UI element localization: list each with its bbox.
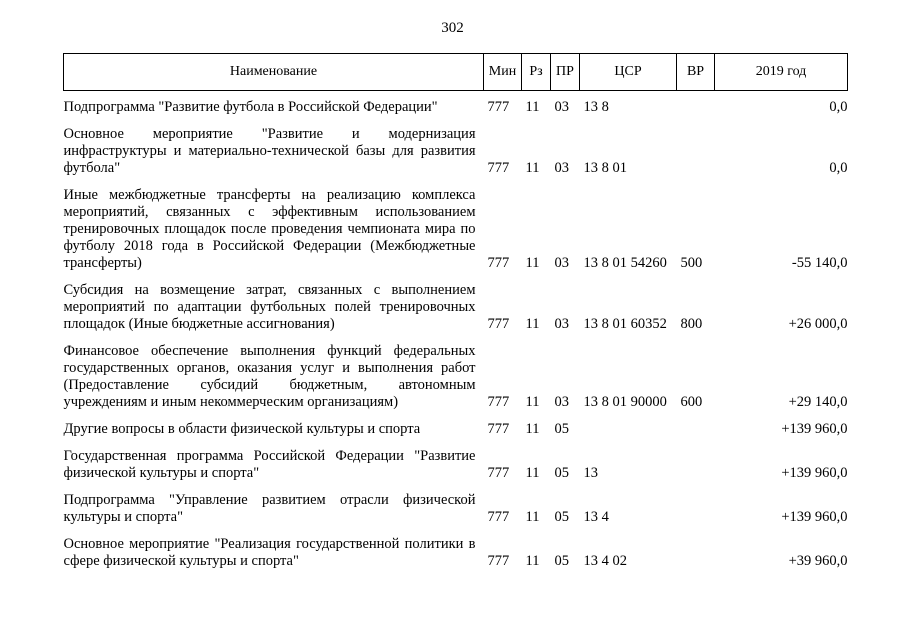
cell-csr: 13 8 01 60352 xyxy=(583,316,667,332)
cell-vr: 600 xyxy=(680,394,703,410)
cell-rz: 11 xyxy=(525,394,540,410)
cell-name: Субсидия на возмещение затрат, связанных с выполнением мероприятий по адаптации футбольных полей тренировочных площадок (Иные бюджетные ассигнования) xyxy=(63,282,476,332)
cell-rz: 11 xyxy=(525,255,540,271)
cell-vr xyxy=(677,482,715,526)
cell-csr: 13 4 xyxy=(583,509,609,525)
table-row xyxy=(64,411,848,438)
table-row xyxy=(64,116,848,177)
column-header-pr: ПР xyxy=(551,54,580,91)
cell-rz: 11 xyxy=(525,509,540,525)
cell-csr: 13 8 01 xyxy=(583,160,627,176)
table-row xyxy=(64,91,848,117)
cell-vr: 500 xyxy=(680,255,703,271)
cell-amount: +139 960,0 xyxy=(781,421,848,437)
column-header-rz: Рз xyxy=(522,54,551,91)
table-row xyxy=(64,438,848,482)
cell-name: Другие вопросы в области физической культуры и спорта xyxy=(63,421,421,437)
cell-rz: 11 xyxy=(525,421,540,437)
cell-csr xyxy=(580,411,677,438)
cell-vr xyxy=(677,438,715,482)
table-row xyxy=(64,526,848,570)
cell-min: 777 xyxy=(487,421,510,437)
cell-rz: 11 xyxy=(525,316,540,332)
cell-name: Подпрограмма "Управление развитием отрасли физической культуры и спорта" xyxy=(63,492,476,525)
cell-csr: 13 xyxy=(583,465,598,481)
cell-vr xyxy=(677,411,715,438)
cell-amount: +39 960,0 xyxy=(788,553,848,569)
cell-vr: 800 xyxy=(680,316,703,332)
cell-vr xyxy=(677,526,715,570)
cell-rz: 11 xyxy=(525,465,540,481)
cell-min: 777 xyxy=(487,509,510,525)
cell-name: Государственная программа Российской Федерации "Развитие физической культуры и спорта" xyxy=(63,448,476,481)
cell-pr: 05 xyxy=(554,509,569,525)
cell-min: 777 xyxy=(487,316,510,332)
cell-name: Иные межбюджетные трансферты на реализацию комплекса мероприятий, связанных с эффективным использованием тренировочных площадок после проведения чемпионата мира по футболу 2018 года в Российской Федерации (Межбюджетные трансферты) xyxy=(63,187,476,271)
column-header-name: Наименование xyxy=(64,54,484,91)
column-header-year: 2019 год xyxy=(715,54,848,91)
cell-pr: 03 xyxy=(554,160,569,176)
cell-csr: 13 4 02 xyxy=(583,553,627,569)
cell-name: Подпрограмма "Развитие футбола в Российской Федерации" xyxy=(63,99,438,115)
cell-csr: 13 8 01 54260 xyxy=(583,255,667,271)
cell-csr: 13 8 01 90000 xyxy=(583,394,667,410)
table-row xyxy=(64,177,848,272)
cell-pr: 03 xyxy=(554,394,569,410)
cell-min: 777 xyxy=(487,255,510,271)
cell-rz: 11 xyxy=(525,553,540,569)
cell-amount: +29 140,0 xyxy=(788,394,848,410)
cell-amount: +139 960,0 xyxy=(781,509,848,525)
cell-pr: 05 xyxy=(554,553,569,569)
cell-amount: -55 140,0 xyxy=(791,255,848,271)
table-row xyxy=(64,482,848,526)
cell-name: Основное мероприятие "Реализация государственной политики в сфере физической культуры и спорта" xyxy=(63,536,476,569)
cell-vr xyxy=(677,91,715,117)
cell-amount: +139 960,0 xyxy=(781,465,848,481)
cell-pr: 03 xyxy=(554,99,569,115)
cell-rz: 11 xyxy=(525,99,540,115)
cell-min: 777 xyxy=(487,465,510,481)
column-header-vr: ВР xyxy=(677,54,715,91)
cell-pr: 03 xyxy=(554,316,569,332)
column-header-csr: ЦСР xyxy=(580,54,677,91)
cell-min: 777 xyxy=(487,99,510,115)
cell-amount: 0,0 xyxy=(829,99,848,115)
cell-min: 777 xyxy=(487,394,510,410)
cell-pr: 05 xyxy=(554,465,569,481)
table-row xyxy=(64,333,848,411)
column-header-min: Мин xyxy=(484,54,522,91)
cell-name: Финансовое обеспечение выполнения функций федеральных государственных органов, оказания услуг и выполнения работ (Предоставление субсидий бюджетным, автономным учреждениям и иным некоммерческим организациям) xyxy=(63,343,476,410)
table-row xyxy=(64,272,848,333)
cell-rz: 11 xyxy=(525,160,540,176)
page-number: 302 xyxy=(441,20,464,36)
cell-min: 777 xyxy=(487,553,510,569)
budget-table xyxy=(63,53,848,570)
cell-pr: 05 xyxy=(554,421,569,437)
cell-amount: +26 000,0 xyxy=(788,316,848,332)
cell-vr xyxy=(677,116,715,177)
cell-name: Основное мероприятие "Развитие и модернизация инфраструктуры и материально-технической базы для развития футбола" xyxy=(63,126,476,176)
cell-min: 777 xyxy=(487,160,510,176)
cell-csr: 13 8 xyxy=(583,99,609,115)
cell-amount: 0,0 xyxy=(829,160,848,176)
cell-pr: 03 xyxy=(554,255,569,271)
table-header-row xyxy=(64,54,848,91)
